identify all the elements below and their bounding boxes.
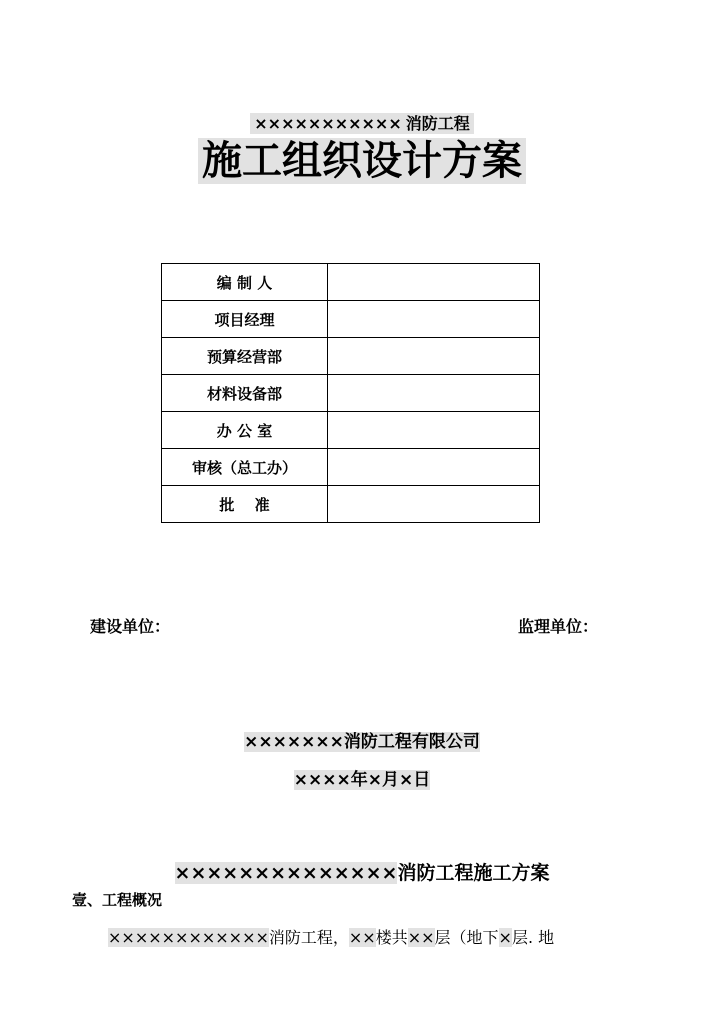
row-value-materials-dept[interactable] [328,375,540,412]
owner-label: 建设单位： [90,617,171,636]
sign-off-table [161,263,540,523]
body-text-4: 层. 地 [511,928,555,947]
row-value-compiler[interactable] [328,264,540,301]
row-value-project-manager[interactable] [328,301,540,338]
date-month-mask: × [367,770,382,790]
main-title [0,135,724,187]
body-text-2: 楼共 [375,928,408,947]
plan-title-suffix: 消防工程施工方案 [397,862,550,884]
table-row [162,412,540,449]
company-suffix: 消防工程有限公司 [343,732,480,752]
subtitle-mask: ××××××××××× [254,114,402,133]
date-day: 日 [413,770,431,790]
date-month: 月 [381,770,399,790]
row-label-review: 审核（总工办） [162,449,328,486]
row-value-budget-dept[interactable] [328,338,540,375]
section-heading: 壹、工程概况 [72,891,163,909]
body-mask-4: × [498,928,512,947]
body-mask-1: ×××××××××××× [108,928,269,947]
row-label-approval: 批 准 [162,486,328,523]
row-value-review[interactable] [328,449,540,486]
table-row [162,486,540,523]
row-label-budget-dept: 预算经营部 [162,338,328,375]
company-name [0,727,724,752]
date-year: 年 [350,770,368,790]
row-label-project-manager: 项目经理 [162,301,328,338]
table-row [162,375,540,412]
body-text-1: 消防工程， [268,928,349,947]
document-date [0,765,724,790]
body-mask-2: ×× [348,928,376,947]
body-mask-3: ×× [407,928,435,947]
main-title-text: 施工组织设计方案 [198,138,526,184]
plan-title-mask: ×××××××××××××× [174,862,398,884]
table-row [162,264,540,301]
row-label-office: 办 公 室 [162,412,328,449]
row-label-materials-dept: 材料设备部 [162,375,328,412]
plan-title [0,858,724,885]
supervisor-label: 监理单位： [518,617,599,636]
row-label-compiler: 编 制 人 [162,264,328,301]
company-mask: ××××××× [244,732,344,752]
date-day-mask: × [398,770,414,790]
row-value-office[interactable] [328,412,540,449]
row-value-approval[interactable] [328,486,540,523]
subtitle-suffix: 消防工程 [405,114,470,133]
project-subtitle [0,111,724,134]
body-text-3: 层（地下 [434,928,499,947]
table-row [162,338,540,375]
body-paragraph [108,925,554,948]
table-row [162,449,540,486]
table-row [162,301,540,338]
date-year-mask: ×××× [293,770,351,790]
